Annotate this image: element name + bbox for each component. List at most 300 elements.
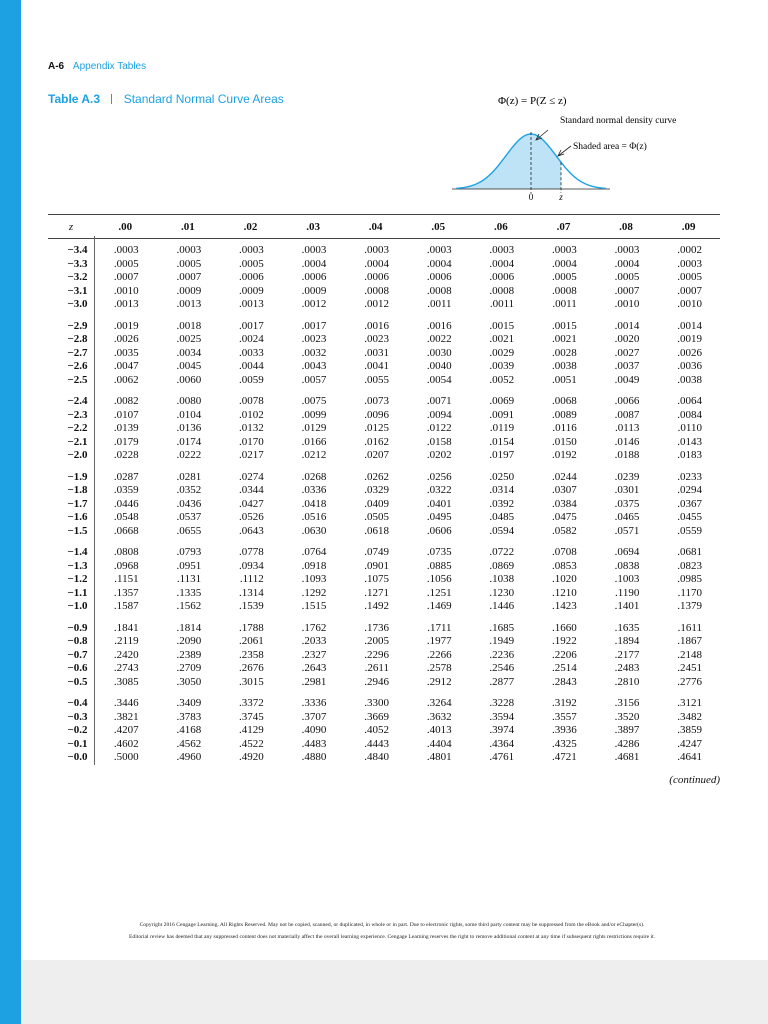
table-cell: .0162 bbox=[364, 435, 389, 448]
table-cell: .0307 bbox=[552, 484, 577, 496]
table-cell: .0026 bbox=[113, 333, 139, 345]
table-cell: .2546 bbox=[489, 662, 515, 674]
table-cell: .1335 bbox=[176, 586, 202, 599]
row-z-value: −1.9 bbox=[48, 471, 94, 485]
table-cell: .3745 bbox=[239, 710, 264, 723]
column-header: .08 bbox=[619, 221, 633, 233]
table-cell: .0043 bbox=[301, 360, 327, 372]
table-cell: .1762 bbox=[301, 621, 327, 634]
table-cell: .4681 bbox=[614, 751, 640, 763]
table-cell: .4801 bbox=[426, 751, 452, 763]
table-cell: .4960 bbox=[176, 751, 202, 763]
table-cell: .0004 bbox=[489, 257, 515, 270]
table-cell: .4840 bbox=[364, 751, 389, 763]
row-z-value: −1.4 bbox=[48, 546, 94, 560]
table-cell: .4013 bbox=[426, 724, 452, 736]
table-cell: .0064 bbox=[677, 395, 702, 407]
table-cell: .2483 bbox=[614, 662, 640, 674]
table-cell: .0028 bbox=[552, 346, 577, 359]
table-cell: .0032 bbox=[301, 346, 327, 359]
table-cell: .3121 bbox=[677, 697, 702, 709]
table-cell: .1587 bbox=[113, 600, 139, 612]
table-cell: .4168 bbox=[176, 724, 202, 736]
table-cell: .0401 bbox=[426, 497, 452, 510]
table-cell: .3192 bbox=[552, 697, 577, 709]
table-cell: .0029 bbox=[489, 346, 515, 359]
table-cell: .1210 bbox=[552, 586, 577, 599]
table-cell: .0918 bbox=[301, 559, 327, 572]
table-row bbox=[48, 546, 720, 560]
table-cell: .0359 bbox=[113, 484, 139, 496]
column-header: .00 bbox=[118, 221, 133, 233]
table-cell: .1131 bbox=[176, 573, 202, 585]
table-cell: .0244 bbox=[552, 470, 577, 483]
table-cell: .1492 bbox=[364, 600, 389, 612]
table-cell: .2578 bbox=[426, 662, 452, 674]
table-cell: .0192 bbox=[552, 449, 577, 461]
normal-curve-figure bbox=[440, 88, 730, 213]
table-cell: .0113 bbox=[615, 422, 640, 434]
table-cell: .0015 bbox=[552, 319, 577, 332]
table-cell: .0036 bbox=[677, 360, 702, 372]
row-z-value: −0.4 bbox=[48, 697, 94, 711]
table-cell: .2514 bbox=[552, 662, 577, 674]
top-rule bbox=[48, 214, 720, 215]
table-cell: .2420 bbox=[113, 648, 139, 661]
table-cell: .4562 bbox=[176, 737, 202, 750]
table-cell: .0068 bbox=[552, 395, 577, 407]
table-cell: .0014 bbox=[614, 319, 640, 332]
table-cell: .0436 bbox=[176, 497, 202, 510]
table-cell: .0039 bbox=[489, 360, 515, 372]
table-cell: .0091 bbox=[489, 408, 515, 421]
table-cell: .0392 bbox=[489, 497, 515, 510]
table-cell: .0505 bbox=[364, 511, 389, 523]
table-cell: .0080 bbox=[176, 395, 202, 407]
group-spacer bbox=[48, 236, 720, 244]
table-cell: .0066 bbox=[614, 395, 640, 407]
table-row bbox=[48, 662, 720, 676]
table-cell: .0006 bbox=[301, 271, 327, 283]
table-row bbox=[48, 484, 720, 498]
table-row bbox=[48, 697, 720, 711]
table-cell: .4052 bbox=[364, 724, 389, 736]
table-cell: .0516 bbox=[301, 511, 327, 523]
table-cell: .0119 bbox=[489, 422, 515, 434]
group-spacer bbox=[48, 689, 720, 697]
side-accent-bar bbox=[0, 0, 21, 1024]
table-cell: .0094 bbox=[426, 408, 452, 421]
table-cell: .0136 bbox=[176, 422, 202, 434]
table-row bbox=[48, 560, 720, 574]
table-cell: .1611 bbox=[677, 621, 702, 634]
table-cell: .5000 bbox=[113, 751, 139, 763]
table-cell: .0023 bbox=[301, 333, 327, 345]
table-cell: .0268 bbox=[301, 470, 327, 483]
table-cell: .0038 bbox=[552, 360, 577, 372]
table-cell: .2709 bbox=[176, 662, 202, 674]
table-cell: .0465 bbox=[614, 511, 640, 523]
table-row bbox=[48, 676, 720, 690]
table-cell: .0003 bbox=[614, 244, 640, 256]
table-cell: .0003 bbox=[489, 244, 515, 256]
row-z-value: −1.0 bbox=[48, 600, 94, 614]
table-cell: .1230 bbox=[489, 586, 515, 599]
table-cell: .0009 bbox=[176, 284, 202, 297]
table-cell: .0005 bbox=[239, 257, 264, 270]
table-cell: .2946 bbox=[364, 675, 389, 688]
row-z-value: −2.6 bbox=[48, 360, 94, 374]
table-cell: .0934 bbox=[239, 559, 264, 572]
table-cell: .0099 bbox=[301, 408, 327, 421]
table-cell: .2643 bbox=[301, 662, 327, 674]
running-header bbox=[48, 61, 146, 72]
table-cell: .4483 bbox=[301, 737, 327, 750]
table-cell: .0233 bbox=[677, 470, 702, 483]
table-cell: .0007 bbox=[614, 284, 640, 297]
normal-curve-table bbox=[48, 218, 720, 765]
table-cell: .1190 bbox=[615, 586, 640, 599]
column-header: .07 bbox=[556, 221, 571, 233]
table-row bbox=[48, 298, 720, 312]
row-z-value: −1.5 bbox=[48, 525, 94, 539]
table-cell: .3936 bbox=[552, 724, 577, 736]
row-z-value: −0.9 bbox=[48, 622, 94, 636]
column-header: .06 bbox=[493, 221, 508, 233]
row-z-value: −0.0 bbox=[48, 751, 94, 765]
table-cell: .0082 bbox=[113, 395, 139, 407]
table-cell: .0668 bbox=[113, 524, 139, 537]
table-cell: .1112 bbox=[239, 573, 264, 585]
table-cell: .0024 bbox=[239, 333, 264, 345]
table-cell: .0838 bbox=[614, 559, 640, 572]
table-cell: .0495 bbox=[426, 511, 452, 523]
table-cell: .0146 bbox=[614, 435, 640, 448]
table-cell: .0084 bbox=[677, 408, 702, 421]
table-cell: .1711 bbox=[427, 621, 452, 634]
table-cell: .1841 bbox=[113, 621, 139, 634]
table-cell: .0212 bbox=[301, 449, 327, 461]
table-cell: .0314 bbox=[489, 484, 515, 496]
page-number: A-6 bbox=[48, 61, 65, 72]
table-caption: Standard Normal Curve Areas bbox=[123, 92, 284, 106]
table-cell: .0764 bbox=[301, 546, 327, 558]
table-cell: .0526 bbox=[239, 511, 264, 523]
row-z-value: −2.0 bbox=[48, 449, 94, 463]
footer-background bbox=[21, 960, 768, 1024]
table-cell: .0166 bbox=[301, 435, 327, 448]
table-cell: .0274 bbox=[239, 470, 264, 483]
row-z-value: −1.8 bbox=[48, 484, 94, 498]
table-cell: .0003 bbox=[176, 244, 202, 256]
table-cell: .0007 bbox=[113, 271, 139, 283]
table-cell: .0005 bbox=[552, 271, 577, 283]
table-cell: .0008 bbox=[552, 284, 577, 297]
table-cell: .3859 bbox=[677, 724, 702, 736]
table-cell: .1292 bbox=[301, 586, 327, 599]
table-cell: .0006 bbox=[239, 271, 264, 283]
column-header: .05 bbox=[431, 221, 446, 233]
table-cell: .0013 bbox=[113, 298, 139, 310]
table-cell: .2327 bbox=[301, 648, 327, 661]
group-spacer bbox=[48, 614, 720, 622]
table-cell: .0104 bbox=[176, 408, 202, 421]
table-row bbox=[48, 724, 720, 738]
table-cell: .0013 bbox=[176, 298, 202, 310]
table-cell: .2743 bbox=[113, 662, 139, 674]
table-cell: .0006 bbox=[489, 271, 515, 283]
table-cell: .0630 bbox=[301, 524, 327, 537]
table-row bbox=[48, 471, 720, 485]
table-cell: .1357 bbox=[113, 586, 139, 599]
table-cell: .0026 bbox=[677, 346, 702, 359]
table-cell: .0069 bbox=[489, 395, 515, 407]
table-cell: .1539 bbox=[239, 600, 264, 612]
table-cell: .0559 bbox=[677, 524, 702, 537]
row-z-value: −0.2 bbox=[48, 724, 94, 738]
table-cell: .0059 bbox=[239, 373, 264, 386]
table-cell: .0003 bbox=[239, 244, 264, 256]
table-cell: .0708 bbox=[552, 546, 577, 558]
table-cell: .2005 bbox=[364, 635, 389, 647]
table-cell: .0207 bbox=[364, 449, 389, 461]
table-cell: .1685 bbox=[489, 621, 515, 634]
table-cell: .2810 bbox=[614, 675, 640, 688]
table-cell: .0170 bbox=[239, 435, 264, 448]
table-row bbox=[48, 395, 720, 409]
table-cell: .0336 bbox=[301, 484, 327, 496]
table-cell: .4920 bbox=[239, 751, 264, 763]
table-cell: .1423 bbox=[552, 600, 577, 612]
table-cell: .2912 bbox=[426, 675, 452, 688]
table-cell: .0025 bbox=[176, 333, 202, 345]
table-cell: .0778 bbox=[239, 546, 264, 558]
table-cell: .0808 bbox=[113, 546, 139, 558]
row-z-value: −2.7 bbox=[48, 347, 94, 361]
table-cell: .0008 bbox=[364, 284, 389, 297]
table-cell: .0030 bbox=[426, 346, 452, 359]
table-cell: .1075 bbox=[364, 573, 389, 585]
table-cell: .0027 bbox=[614, 346, 640, 359]
table-title bbox=[48, 92, 284, 106]
table-cell: .3264 bbox=[426, 697, 452, 709]
table-cell: .0643 bbox=[239, 524, 264, 537]
table-cell: .1635 bbox=[614, 621, 640, 634]
group-spacer bbox=[48, 312, 720, 320]
table-cell: .0005 bbox=[614, 271, 640, 283]
table-cell: .0019 bbox=[113, 319, 139, 332]
table-cell: .0010 bbox=[677, 298, 702, 310]
table-cell: .0057 bbox=[301, 373, 327, 386]
table-cell: .0571 bbox=[614, 524, 640, 537]
table-cell: .0250 bbox=[489, 470, 515, 483]
row-z-value: −1.6 bbox=[48, 511, 94, 525]
column-header: .09 bbox=[681, 221, 696, 233]
table-cell: .0004 bbox=[301, 257, 327, 270]
table-cell: .4761 bbox=[489, 751, 515, 763]
table-cell: .0823 bbox=[677, 559, 702, 572]
table-cell: .0110 bbox=[677, 422, 702, 434]
table-row bbox=[48, 449, 720, 463]
table-cell: .0008 bbox=[489, 284, 515, 297]
shade-pointer-arrow bbox=[558, 146, 571, 156]
table-cell: .2236 bbox=[489, 648, 515, 661]
table-cell: .1660 bbox=[552, 621, 577, 634]
table-cell: .1093 bbox=[301, 573, 327, 585]
table-cell: .0446 bbox=[113, 497, 139, 510]
table-cell: .0122 bbox=[426, 422, 452, 434]
table-cell: .0367 bbox=[677, 497, 702, 510]
table-cell: .3372 bbox=[239, 697, 264, 709]
table-cell: .0006 bbox=[364, 271, 389, 283]
table-cell: .0951 bbox=[176, 559, 202, 572]
table-cell: .0051 bbox=[552, 373, 577, 386]
table-cell: .1949 bbox=[489, 635, 515, 647]
table-cell: .4721 bbox=[552, 751, 577, 763]
table-cell: .0375 bbox=[614, 497, 640, 510]
row-z-value: −2.4 bbox=[48, 395, 94, 409]
table-cell: .0033 bbox=[239, 346, 264, 359]
table-cell: .3050 bbox=[176, 675, 202, 688]
table-cell: .0329 bbox=[364, 484, 389, 496]
table-cell: .0087 bbox=[614, 408, 640, 421]
table-cell: .0154 bbox=[489, 435, 515, 448]
table-cell: .0016 bbox=[364, 319, 389, 332]
table-cell: .3632 bbox=[426, 710, 452, 723]
copyright-line-1: Copyright 2016 Cengage Learning. All Rights Reserved. May not be copied, scanned, or duplicated, in whole or in part. Due to electronic rights, some third party content may be suppressed from the eBook and/or eChapter(s). bbox=[139, 922, 645, 928]
row-z-value: −1.1 bbox=[48, 587, 94, 601]
table-cell: .1814 bbox=[176, 621, 202, 634]
table-cell: .1379 bbox=[677, 600, 702, 612]
column-header: .02 bbox=[243, 221, 258, 233]
table-cell: .0853 bbox=[552, 559, 577, 572]
table-cell: .0075 bbox=[301, 395, 327, 407]
table-cell: .0129 bbox=[301, 422, 327, 434]
table-cell: .0107 bbox=[113, 408, 139, 421]
table-cell: .0004 bbox=[614, 257, 640, 270]
table-cell: .3557 bbox=[552, 710, 577, 723]
table-cell: .3707 bbox=[301, 710, 327, 723]
table-cell: .0005 bbox=[677, 271, 702, 283]
table-cell: .0594 bbox=[489, 524, 515, 537]
table-cell: .1151 bbox=[114, 573, 139, 585]
table-cell: .2033 bbox=[301, 635, 327, 647]
table-cell: .0287 bbox=[113, 470, 139, 483]
table-row bbox=[48, 422, 720, 436]
table-cell: .0125 bbox=[364, 422, 389, 434]
table-cell: .4129 bbox=[239, 724, 264, 736]
row-z-value: −3.2 bbox=[48, 271, 94, 285]
table-cell: .2206 bbox=[552, 648, 577, 661]
table-cell: .0035 bbox=[113, 346, 139, 359]
group-spacer bbox=[48, 463, 720, 471]
table-cell: .1170 bbox=[677, 586, 702, 599]
table-cell: .0013 bbox=[239, 298, 264, 310]
table-row bbox=[48, 333, 720, 347]
table-row bbox=[48, 320, 720, 334]
table-cell: .0582 bbox=[552, 524, 577, 537]
table-cell: .0294 bbox=[677, 484, 702, 496]
table-cell: .3669 bbox=[364, 710, 389, 723]
table-cell: .2389 bbox=[176, 648, 202, 661]
table-cell: .0217 bbox=[239, 449, 264, 461]
table-cell: .0019 bbox=[677, 333, 702, 345]
table-cell: .0055 bbox=[364, 373, 389, 386]
table-cell: .0409 bbox=[364, 497, 389, 510]
table-cell: .0418 bbox=[301, 497, 327, 510]
table-row bbox=[48, 587, 720, 601]
table-row bbox=[48, 525, 720, 539]
table-cell: .0143 bbox=[677, 435, 702, 448]
table-cell: .0901 bbox=[364, 559, 389, 572]
table-cell: .0116 bbox=[552, 422, 577, 434]
section-name: Appendix Tables bbox=[72, 61, 147, 72]
table-cell: .4443 bbox=[364, 737, 389, 750]
table-cell: .1020 bbox=[552, 573, 577, 585]
table-cell: .0011 bbox=[427, 298, 452, 310]
table-cell: .0485 bbox=[489, 511, 515, 523]
table-cell: .0060 bbox=[176, 373, 202, 386]
table-cell: .0885 bbox=[426, 559, 452, 572]
table-cell: .0017 bbox=[301, 319, 327, 332]
row-z-value: −0.7 bbox=[48, 649, 94, 663]
table-cell: .0015 bbox=[489, 319, 515, 332]
table-cell: .0344 bbox=[239, 484, 264, 496]
table-cell: .0281 bbox=[176, 470, 202, 483]
table-cell: .0023 bbox=[364, 333, 389, 345]
table-cell: .0005 bbox=[176, 257, 202, 270]
table-cell: .0004 bbox=[552, 257, 577, 270]
table-cell: .0005 bbox=[113, 257, 139, 270]
table-cell: .0722 bbox=[489, 546, 515, 558]
table-row bbox=[48, 374, 720, 388]
table-cell: .4325 bbox=[552, 737, 577, 750]
table-cell: .3300 bbox=[364, 697, 389, 709]
table-row bbox=[48, 285, 720, 299]
table-cell: .1788 bbox=[239, 621, 264, 634]
table-cell: .0869 bbox=[489, 559, 515, 572]
table-row bbox=[48, 738, 720, 752]
row-z-value: −0.1 bbox=[48, 738, 94, 752]
table-cell: .0301 bbox=[614, 484, 640, 496]
table-cell: .0045 bbox=[176, 360, 202, 372]
table-cell: .2611 bbox=[364, 662, 389, 674]
table-cell: .0016 bbox=[426, 319, 452, 332]
table-cell: .0020 bbox=[614, 333, 640, 345]
table-cell: .1038 bbox=[489, 573, 515, 585]
table-cell: .3015 bbox=[239, 675, 264, 688]
table-cell: .0475 bbox=[552, 511, 577, 523]
table-cell: .2061 bbox=[239, 635, 264, 647]
table-cell: .3336 bbox=[301, 697, 327, 709]
table-row bbox=[48, 360, 720, 374]
table-row bbox=[48, 244, 720, 258]
table-cell: .0062 bbox=[113, 373, 139, 386]
table-row bbox=[48, 436, 720, 450]
row-z-value: −3.1 bbox=[48, 285, 94, 299]
table-cell: .0003 bbox=[364, 244, 389, 256]
table-cell: .0009 bbox=[301, 284, 327, 297]
table-cell: .4602 bbox=[113, 737, 139, 750]
table-cell: .0455 bbox=[677, 511, 702, 523]
table-cell: .0749 bbox=[364, 546, 389, 558]
table-cell: .0009 bbox=[239, 284, 264, 297]
table-cell: .4522 bbox=[239, 737, 264, 750]
table-cell: .0010 bbox=[614, 298, 640, 310]
table-cell: .0052 bbox=[489, 373, 515, 386]
table-cell: .0256 bbox=[426, 470, 452, 483]
table-cell: .2090 bbox=[176, 635, 202, 647]
